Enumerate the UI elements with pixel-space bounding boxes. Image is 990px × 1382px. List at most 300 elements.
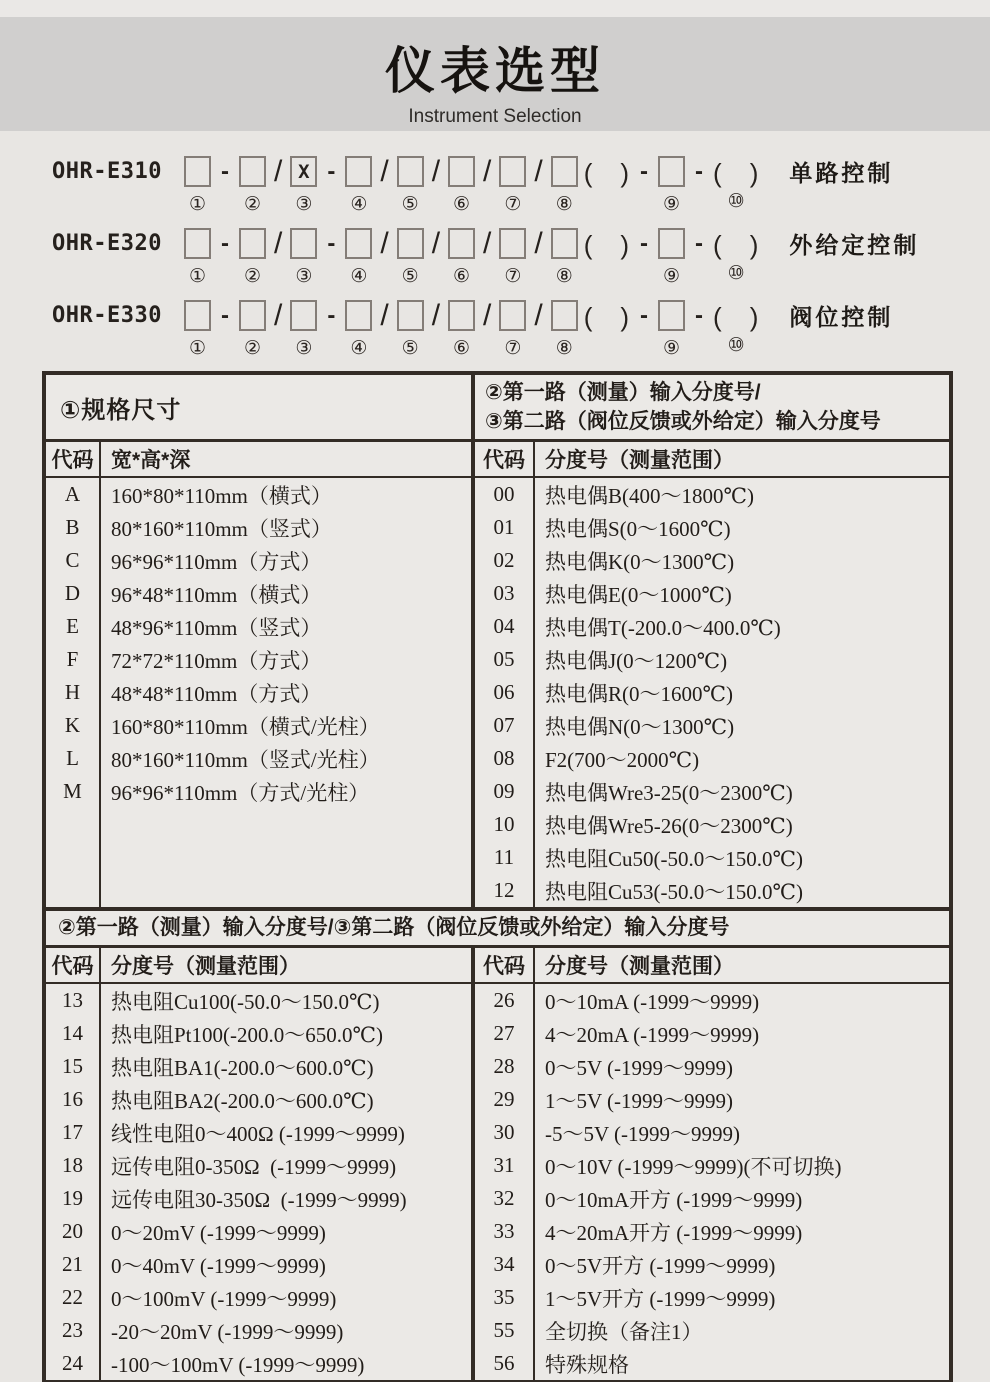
separator: / xyxy=(380,226,389,260)
section1-left-body xyxy=(46,478,471,907)
selection-table xyxy=(42,371,953,1382)
separator: - xyxy=(640,157,649,185)
code-slot xyxy=(184,156,211,215)
circle-number: ⑦ xyxy=(504,193,522,215)
title-band xyxy=(0,17,990,131)
row-code: E xyxy=(66,614,79,638)
separator: / xyxy=(483,154,492,188)
control-type-label: 单路控制 xyxy=(789,160,894,186)
code-box-field xyxy=(448,156,475,187)
row-value: 热电偶N(0～1300℃) xyxy=(545,714,735,739)
code-box-field xyxy=(239,300,266,331)
code-slot xyxy=(448,156,475,215)
row-code: 20 xyxy=(62,1219,83,1243)
paren-group xyxy=(713,225,760,284)
code-box-field xyxy=(345,300,372,331)
table-row xyxy=(475,676,949,709)
row-code: 55 xyxy=(493,1318,515,1342)
circle-number: ④ xyxy=(350,337,368,359)
row-value: 72*72*110mm（方式） xyxy=(111,648,322,673)
code-slot xyxy=(184,228,211,287)
row-value: 0～10mA开方 (-1999～9999) xyxy=(545,1187,803,1212)
size-column-header: 宽*高*深 xyxy=(111,449,191,472)
circle-number: ⑨ xyxy=(663,337,681,359)
model-name: OHR-E320 xyxy=(52,231,162,256)
section1-left-subheader xyxy=(46,442,471,478)
page-subtitle: Instrument Selection xyxy=(408,106,582,127)
row-code: M xyxy=(63,779,82,803)
table-row xyxy=(46,775,471,808)
code-box-field xyxy=(397,228,424,259)
row-value: 热电阻Cu53(-50.0～150.0℃) xyxy=(545,879,803,904)
circle-number: ⑧ xyxy=(555,265,573,287)
circle-number: ② xyxy=(243,193,262,215)
code-box-field: X xyxy=(290,156,317,187)
table-row xyxy=(475,1083,949,1116)
row-value: 线性电阻0～400Ω (-1999～9999) xyxy=(111,1121,405,1146)
range-column-header: 分度号（测量范围） xyxy=(111,955,300,978)
circle-number: ② xyxy=(243,337,262,359)
code-box-field xyxy=(499,300,526,331)
separator: / xyxy=(274,298,283,332)
code-box-field xyxy=(397,156,424,187)
row-code: D xyxy=(64,581,81,605)
section2-right-body xyxy=(475,984,949,1380)
row-code: 06 xyxy=(493,680,515,704)
code-slot xyxy=(239,300,266,359)
row-value: 热电阻BA2(-200.0～600.0℃) xyxy=(111,1088,374,1113)
row-code: 27 xyxy=(493,1021,515,1045)
table-row xyxy=(475,1149,949,1182)
code-slot xyxy=(448,228,475,287)
range-column-header: 分度号（测量范围） xyxy=(545,955,734,978)
paren-group xyxy=(584,297,630,334)
code-column-header: 代码 xyxy=(51,955,94,978)
section2-right-half xyxy=(475,948,949,1380)
table-row xyxy=(46,1050,471,1083)
table-row xyxy=(46,544,471,577)
table-row xyxy=(475,1215,949,1248)
table-row xyxy=(46,1347,471,1380)
row-value: -20～20mV (-1999～9999) xyxy=(111,1319,344,1344)
circle-number: ⑥ xyxy=(453,337,471,359)
row-code: 16 xyxy=(62,1087,83,1111)
code-box-field xyxy=(658,156,685,187)
paren-text: ( ) xyxy=(583,158,631,188)
code-box-field xyxy=(448,300,475,331)
row-value: 热电偶S(0～1600℃) xyxy=(545,516,731,541)
row-code: 24 xyxy=(62,1351,83,1375)
paren-text: ( ) xyxy=(713,230,760,260)
row-code: H xyxy=(64,680,81,704)
paren-text: ( ) xyxy=(713,302,760,332)
row-code: 19 xyxy=(62,1186,83,1210)
row-value: -5～5V (-1999～9999) xyxy=(545,1121,741,1146)
section1-right-header-line2: ③第二路（阀位反馈或外给定）输入分度号 xyxy=(485,410,881,433)
section1-right-header xyxy=(475,375,949,442)
circle-number: ④ xyxy=(350,265,368,287)
table-row xyxy=(46,1083,471,1116)
paren-group xyxy=(713,297,760,356)
table-row xyxy=(475,1050,949,1083)
table-row xyxy=(475,610,949,643)
circle-number: ① xyxy=(188,337,207,359)
code-box-field xyxy=(551,156,578,187)
row-value: 热电偶Wre3-25(0～2300℃) xyxy=(545,780,793,805)
code-box-field xyxy=(397,300,424,331)
table-row xyxy=(475,984,949,1017)
row-value: 热电偶B(400～1800℃) xyxy=(545,483,754,508)
code-slot xyxy=(448,300,475,359)
circle-number: ⑤ xyxy=(401,193,419,215)
table-row xyxy=(46,643,471,676)
separator: - xyxy=(327,157,336,185)
table-row xyxy=(46,610,471,643)
circle-number: ⑩ xyxy=(727,334,745,356)
row-value: 160*80*110mm（横式） xyxy=(111,483,332,508)
table-row xyxy=(475,775,949,808)
table-row xyxy=(46,1182,471,1215)
code-slot xyxy=(290,300,317,359)
table-section-1 xyxy=(46,375,949,907)
code-column-header: 代码 xyxy=(483,449,525,472)
row-code: 26 xyxy=(493,988,515,1012)
row-value: 4～20mA (-1999～9999) xyxy=(545,1022,760,1047)
row-value: 热电阻BA1(-200.0～600.0℃) xyxy=(111,1055,374,1080)
row-code: 33 xyxy=(493,1219,515,1243)
separator: / xyxy=(534,226,543,260)
circle-number: ③ xyxy=(295,265,313,287)
code-slot xyxy=(290,228,317,287)
separator: / xyxy=(380,154,389,188)
code-slot xyxy=(345,228,372,287)
section1-left-half xyxy=(46,375,475,907)
separator: / xyxy=(483,226,492,260)
separator: / xyxy=(431,226,441,260)
circle-number: ⑦ xyxy=(504,337,522,359)
row-value: 远传电阻30-350Ω (-1999～9999) xyxy=(111,1187,407,1212)
code-slot xyxy=(658,300,685,359)
section1-right-subheader xyxy=(475,442,949,478)
code-box-field xyxy=(658,228,685,259)
row-value: 热电阻Cu100(-50.0～150.0℃) xyxy=(111,989,380,1014)
table-row xyxy=(475,643,949,676)
row-code: 01 xyxy=(493,515,515,539)
row-code: A xyxy=(64,482,81,506)
row-code: 11 xyxy=(493,845,515,869)
row-code: 08 xyxy=(493,746,515,770)
row-value: 0～5V (-1999～9999) xyxy=(545,1055,734,1080)
code-box-field xyxy=(184,156,211,187)
row-code: 13 xyxy=(62,988,83,1012)
code-box-field xyxy=(290,228,317,259)
row-code: 21 xyxy=(62,1252,83,1276)
code-slot xyxy=(551,156,578,215)
circle-number: ⑦ xyxy=(504,265,522,287)
separator: / xyxy=(534,298,543,332)
model-name: OHR-E330 xyxy=(52,303,162,328)
row-code: 23 xyxy=(62,1318,83,1342)
paren-group xyxy=(584,225,630,262)
table-row xyxy=(475,511,949,544)
table-section-2 xyxy=(46,948,949,1380)
section2-band-header: ②第一路（测量）输入分度号/③第二路（阀位反馈或外给定）输入分度号 xyxy=(46,907,949,948)
row-value: 96*96*110mm（方式/光柱） xyxy=(111,780,370,805)
row-value: 48*96*110mm（竖式） xyxy=(111,615,322,640)
section2-right-subheader xyxy=(475,948,949,984)
table-row xyxy=(46,1017,471,1050)
table-row xyxy=(475,1347,949,1380)
circle-number: ⑤ xyxy=(401,265,419,287)
row-code: 29 xyxy=(493,1087,515,1111)
model-code-line-ohr-e320 xyxy=(52,226,990,287)
circle-number: ⑧ xyxy=(555,193,573,215)
row-value: 热电偶Wre5-26(0～2300℃) xyxy=(545,813,793,838)
row-code: 00 xyxy=(493,482,515,506)
circle-number: ② xyxy=(243,265,262,287)
code-box-field xyxy=(239,228,266,259)
code-box-field xyxy=(239,156,266,187)
separator: / xyxy=(380,298,389,332)
row-code: 35 xyxy=(493,1285,515,1309)
row-code: 22 xyxy=(62,1285,83,1309)
row-value: 96*48*110mm（横式） xyxy=(111,582,322,607)
paren-group xyxy=(584,153,630,190)
section2-left-body xyxy=(46,984,471,1380)
table-row xyxy=(475,1281,949,1314)
table-row xyxy=(46,1281,471,1314)
separator: / xyxy=(274,226,283,260)
code-box-field xyxy=(345,228,372,259)
row-code: 17 xyxy=(62,1120,83,1144)
table-row xyxy=(46,1149,471,1182)
row-value: 0～5V开方 (-1999～9999) xyxy=(545,1253,776,1278)
separator: / xyxy=(483,298,492,332)
circle-number: ⑨ xyxy=(663,265,681,287)
code-box-field xyxy=(290,300,317,331)
code-slot xyxy=(397,156,424,215)
code-slot xyxy=(551,228,578,287)
paren-text: ( ) xyxy=(713,158,760,188)
separator: - xyxy=(640,229,649,257)
circle-number: ① xyxy=(188,193,207,215)
circle-number: ④ xyxy=(350,193,368,215)
circle-number: ⑤ xyxy=(401,337,419,359)
row-code: 02 xyxy=(493,548,515,572)
row-value: 80*160*110mm（竖式） xyxy=(111,516,332,541)
paren-text: ( ) xyxy=(583,302,631,332)
separator: - xyxy=(327,229,336,257)
table-row xyxy=(475,1314,949,1347)
page-title: 仪表选型 xyxy=(385,43,605,99)
circle-number: ⑨ xyxy=(663,193,681,215)
code-slot xyxy=(551,300,578,359)
row-value: 0～20mV (-1999～9999) xyxy=(111,1220,326,1245)
row-value: 0～10mA (-1999～9999) xyxy=(545,989,760,1014)
row-value: 热电偶R(0～1600℃) xyxy=(545,681,733,706)
row-code: 18 xyxy=(62,1153,83,1177)
circle-number: ① xyxy=(188,265,207,287)
table-row xyxy=(475,742,949,775)
separator: / xyxy=(431,298,441,332)
section2-left-half xyxy=(46,948,475,1380)
table-row xyxy=(475,841,949,874)
section2-left-subheader xyxy=(46,948,471,984)
table-row xyxy=(46,984,471,1017)
code-column-header: 代码 xyxy=(51,449,94,472)
row-value: 热电偶J(0～1200℃) xyxy=(545,648,728,673)
separator: - xyxy=(327,301,336,329)
table-row xyxy=(46,1116,471,1149)
range-column-header: 分度号（测量范围） xyxy=(545,449,734,472)
row-code: 15 xyxy=(62,1054,83,1078)
row-value: 热电偶E(0～1000℃) xyxy=(545,582,732,607)
model-code-section xyxy=(0,131,990,359)
model-code-line-ohr-e310 xyxy=(52,154,990,215)
row-value: -100～100mV (-1999～9999) xyxy=(111,1352,365,1377)
top-strip xyxy=(0,0,990,17)
row-value: 热电阻Pt100(-200.0～650.0℃) xyxy=(111,1022,383,1047)
table-row xyxy=(475,544,949,577)
table-row xyxy=(475,577,949,610)
code-column-header: 代码 xyxy=(483,955,525,978)
row-code: 14 xyxy=(62,1021,83,1045)
row-code: 32 xyxy=(493,1186,515,1210)
table-row xyxy=(475,808,949,841)
circle-number: ⑧ xyxy=(555,337,573,359)
separator: - xyxy=(695,301,704,329)
row-code: 04 xyxy=(493,614,515,638)
separator: / xyxy=(534,154,543,188)
code-slot xyxy=(397,300,424,359)
row-code: 28 xyxy=(493,1054,515,1078)
separator: / xyxy=(274,154,283,188)
table-row xyxy=(46,676,471,709)
model-name: OHR-E310 xyxy=(52,159,162,184)
row-code: C xyxy=(65,548,80,572)
row-value: 热电阻Cu50(-50.0～150.0℃) xyxy=(545,846,803,871)
row-value: 96*96*110mm（方式） xyxy=(111,549,322,574)
table-row xyxy=(46,709,471,742)
section1-right-body xyxy=(475,478,949,907)
section1-right-header-line1: ②第一路（测量）输入分度号/ xyxy=(485,381,761,404)
code-slot xyxy=(290,156,317,215)
code-box-field xyxy=(499,228,526,259)
row-value: 4～20mA开方 (-1999～9999) xyxy=(545,1220,803,1245)
code-box-field xyxy=(345,156,372,187)
code-slot xyxy=(345,156,372,215)
code-slot xyxy=(239,228,266,287)
row-code: 12 xyxy=(493,878,515,902)
row-code: K xyxy=(64,713,81,737)
table-row xyxy=(475,1017,949,1050)
section1-left-header: ①规格尺寸 xyxy=(46,375,471,442)
separator: - xyxy=(221,157,229,185)
table-row xyxy=(46,1248,471,1281)
row-value: 1～5V开方 (-1999～9999) xyxy=(545,1286,776,1311)
row-value: 0～10V (-1999～9999)(不可切换) xyxy=(545,1154,842,1179)
row-value: 80*160*110mm（竖式/光柱） xyxy=(111,747,380,772)
separator: - xyxy=(695,229,704,257)
code-box-field xyxy=(184,300,211,331)
row-code: 31 xyxy=(493,1153,515,1177)
circle-number: ⑩ xyxy=(727,190,745,212)
separator: / xyxy=(431,154,441,188)
code-box-field xyxy=(499,156,526,187)
row-value: 48*48*110mm（方式） xyxy=(111,681,322,706)
row-code: L xyxy=(66,746,79,770)
separator: - xyxy=(221,301,229,329)
control-type-label: 外给定控制 xyxy=(789,232,920,258)
row-value: 1～5V (-1999～9999) xyxy=(545,1088,734,1113)
code-slot xyxy=(345,300,372,359)
circle-number: ③ xyxy=(295,193,313,215)
row-code: 03 xyxy=(493,581,515,605)
separator: - xyxy=(221,229,229,257)
row-code: F xyxy=(66,647,79,671)
code-slot xyxy=(658,228,685,287)
code-box-field xyxy=(448,228,475,259)
table-row xyxy=(475,1248,949,1281)
code-box-field xyxy=(551,228,578,259)
row-code: 56 xyxy=(493,1351,515,1375)
table-row xyxy=(46,478,471,511)
circle-number: ⑩ xyxy=(727,262,745,284)
row-code: 30 xyxy=(493,1120,515,1144)
table-row xyxy=(475,709,949,742)
paren-text: ( ) xyxy=(583,230,631,260)
row-code: 05 xyxy=(493,647,515,671)
row-value: 热电偶K(0～1300℃) xyxy=(545,549,735,574)
circle-number: ⑥ xyxy=(453,193,471,215)
row-value: 远传电阻0-350Ω (-1999～9999) xyxy=(111,1154,397,1179)
code-slot xyxy=(499,300,526,359)
row-value: 热电偶T(-200.0～400.0℃) xyxy=(545,615,781,640)
section1-right-half xyxy=(475,375,949,907)
code-box-field xyxy=(658,300,685,331)
row-value: 全切换（备注1） xyxy=(545,1319,703,1344)
row-code: 09 xyxy=(493,779,515,803)
table-row xyxy=(46,511,471,544)
separator: - xyxy=(640,301,649,329)
code-slot xyxy=(499,228,526,287)
row-value: 0～40mV (-1999～9999) xyxy=(111,1253,326,1278)
circle-number: ③ xyxy=(295,337,313,359)
code-box-field xyxy=(184,228,211,259)
code-slot xyxy=(658,156,685,215)
code-slot xyxy=(184,300,211,359)
row-value: 160*80*110mm（横式/光柱） xyxy=(111,714,380,739)
row-code: B xyxy=(65,515,80,539)
code-slot xyxy=(397,228,424,287)
control-type-label: 阀位控制 xyxy=(789,304,894,330)
table-row xyxy=(475,478,949,511)
row-code: 07 xyxy=(493,713,515,737)
table-row xyxy=(475,1116,949,1149)
code-box-field xyxy=(551,300,578,331)
table-row xyxy=(475,874,949,907)
row-code: 34 xyxy=(493,1252,515,1276)
table-row xyxy=(46,1215,471,1248)
code-slot xyxy=(499,156,526,215)
row-value: 0～100mV (-1999～9999) xyxy=(111,1286,337,1311)
table-row xyxy=(46,742,471,775)
table-row xyxy=(475,1182,949,1215)
row-value: F2(700～2000℃) xyxy=(545,747,700,772)
circle-number: ⑥ xyxy=(453,265,471,287)
paren-group xyxy=(713,153,760,212)
code-slot xyxy=(239,156,266,215)
